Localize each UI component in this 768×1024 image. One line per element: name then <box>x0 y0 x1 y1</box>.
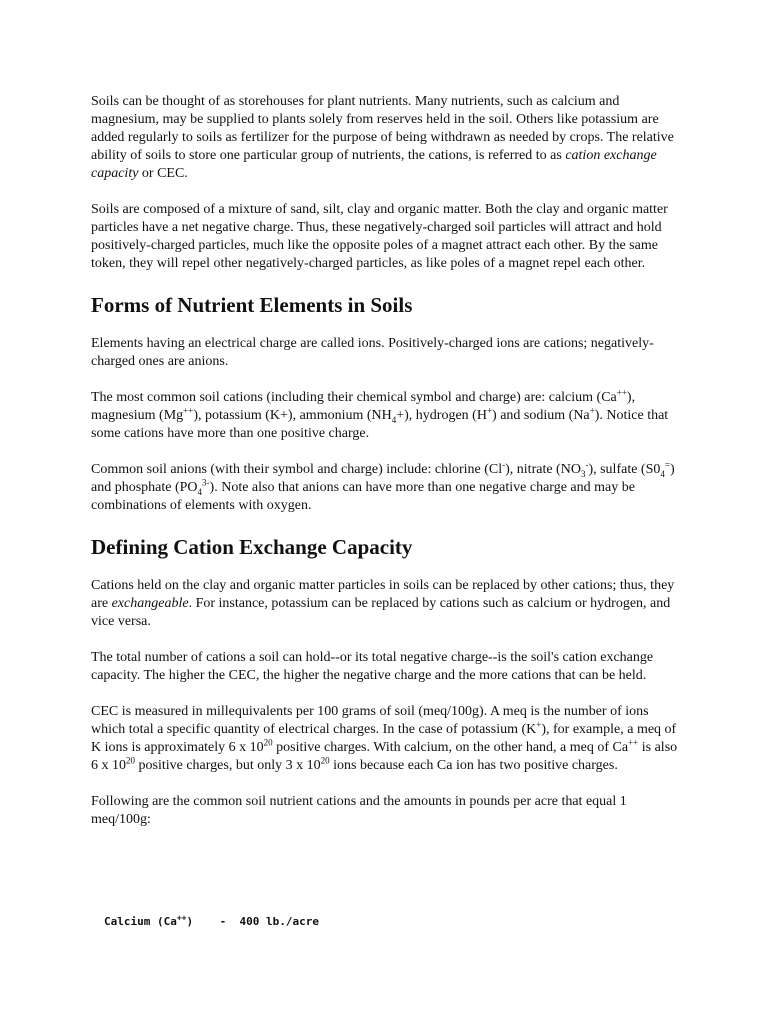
paragraph-anions: Common soil anions (with their symbol and charge) include: chlorine (Cl-), nitrate $(NO_3^-)$, sulfate $(S0_4^=)$ and phosphate $(PO_4^{3-})$. Note also that anions can have more than one negative charge and may be combinations of elements with oxygen. <box>91 459 675 513</box>
heading-forms-of-nutrients: Forms of Nutrient Elements in Soils <box>91 293 413 317</box>
paragraph-ions: Elements having an electrical charge are called ions. Positively-charged ions are cations; negatively-charged ones are anions. <box>91 336 654 369</box>
paragraph-intro: Soils can be thought of as storehouses for plant nutrients. Many nutrients, such as calcium and magnesium, may be supplied to plants solely from reserves held in the soil. Others like potassium are added regularly to soils as fertilizer for the purpose of being withdrawn as needed by crops. The relative ability of soils to store one particular group of nutrients, the cations, is referred to as cation exchange capacity or CEC. <box>91 94 674 181</box>
paragraph-exchangeable: Cations held on the clay and organic matter particles in soils can be replaced by other cations; thus, they are exchangeable. For instance, potassium can be replaced by cations such as calcium or hydrogen, and vice versa. <box>91 578 675 629</box>
preformatted-calcium-line: Calcium (Ca++) - 400 lb./acre <box>104 913 319 928</box>
document-body <box>91 93 681 847</box>
heading-defining-cec: Defining Cation Exchange Capacity <box>91 535 413 559</box>
paragraph-measurement: CEC is measured in millequivalents per 100 grams of soil (meq/100g). A meq is the number of ions which total a specific quantity of electrical charges. In the case of potassium (K+), for example, a meq of K ions is approximately 6 x $10^{20}$ positive charges. With calcium, on the other hand, a meq of Ca++ is also 6 x $10^{20}$ positive charges, but only 3 x $10^{20}$ ions because each Ca ion has two positive charges. <box>91 704 678 773</box>
emphasis-term: exchangeable <box>111 596 189 611</box>
emphasis-term: cation exchange capacity <box>91 148 657 181</box>
paragraph-cations: The most common soil cations (including their chemical symbol and charge) are: calcium (Ca++), magnesium (Mg++), potassium (K+), ammonium $(NH_4+)$, hydrogen (H+) and sodium (Na+). Notice that some cations have more than one positive charge. <box>91 387 669 441</box>
paragraph-following: Following are the common soil nutrient cations and the amounts in pounds per acre that equal 1 meq/100g: <box>91 794 627 827</box>
paragraph-total-cations: The total number of cations a soil can hold--or its total negative charge--is the soil's cation exchange capacity. The higher the CEC, the higher the negative charge and the more cations that can be held. <box>91 650 654 683</box>
paragraph-soil-composition: Soils are composed of a mixture of sand, silt, clay and organic matter. Both the clay and organic matter particles have a net negative charge. Thus, these negatively-charged soil particles will attract and hold positively-charged particles, much like the opposite poles of a magnet attract each other. By the same token, they will repel other negatively-charged particles, as like poles of a magnet repel each other. <box>91 202 668 271</box>
